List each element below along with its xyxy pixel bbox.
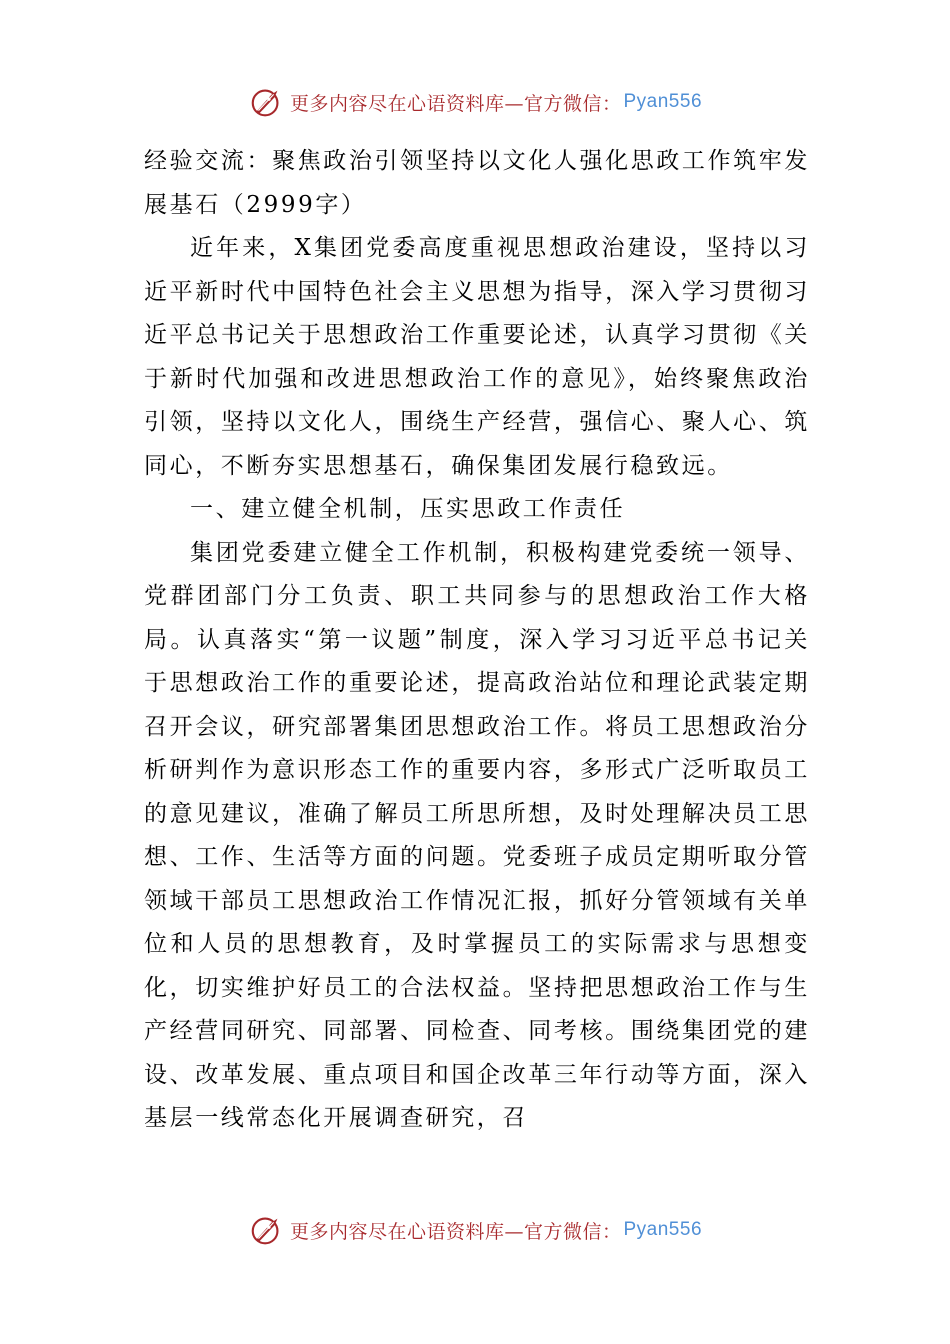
- pen-nib-logo-icon: [248, 83, 286, 121]
- watermark-banner-bottom: [0, 1210, 950, 1250]
- section1-paragraph: 集团党委建立健全工作机制，积极构建党委统一领导、党群团部门分工负责、职工共同参与的思想政治工作大格局。认真落实“第一议题”制度，深入学习习近平总书记关于思想政治工作的重要论述，提高政治站位和理论武装定期召开会议，研究部署集团思想政治工作。将员工思想政治分析研判作为意识形态工作的重要内容，多形式广泛听取员工的意见建议，准确了解员工所思所想，及时处理解决员工思想、工作、生活等方面的问题。党委班子成员定期听取分管领域干部员工思想政治工作情况汇报，抓好分管领域有关单位和人员的思想教育，及时掌握员工的实际需求与思想变化，切实维护好员工的合法权益。坚持把思想政治工作与生产经营同研究、同部署、同检查、同考核。围绕集团党的建设、改革发展、重点项目和国企改革三年行动等方面，深入基层一线常态化开展调查研究，召: [144, 539, 810, 1131]
- watermark-banner-top: [0, 82, 950, 122]
- section1-heading: 一、建立健全机制，压实思政工作责任: [190, 496, 626, 522]
- watermark-brand-text: 更多内容尽在心语资料库—官方微信：: [289, 92, 622, 115]
- document-body: [144, 140, 810, 1141]
- intro-paragraph: 近年来，X集团党委高度重视思想政治建设，坚持以习近平新时代中国特色社会主义思想为指导，深入学习贯彻习近平总书记关于思想政治工作重要论述，认真学习贯彻《关于新时代加强和改进思想政治工作的意见》，始终聚焦政治引领，坚持以文化人，围绕生产经营，强信心、聚人心、筑同心，不断夯实思想基石，确保集团发展行稳致远。: [144, 235, 810, 479]
- watermark-wechat-id: Pyan556: [623, 1219, 703, 1240]
- watermark-brand-text: 更多内容尽在心语资料库—官方微信：: [289, 1220, 622, 1243]
- pen-nib-logo-icon: [248, 1211, 286, 1249]
- watermark-wechat-id: Pyan556: [623, 91, 703, 112]
- document-title: 经验交流：聚焦政治引领坚持以文化人强化思政工作筑牢发展基石（2999字）: [144, 148, 810, 218]
